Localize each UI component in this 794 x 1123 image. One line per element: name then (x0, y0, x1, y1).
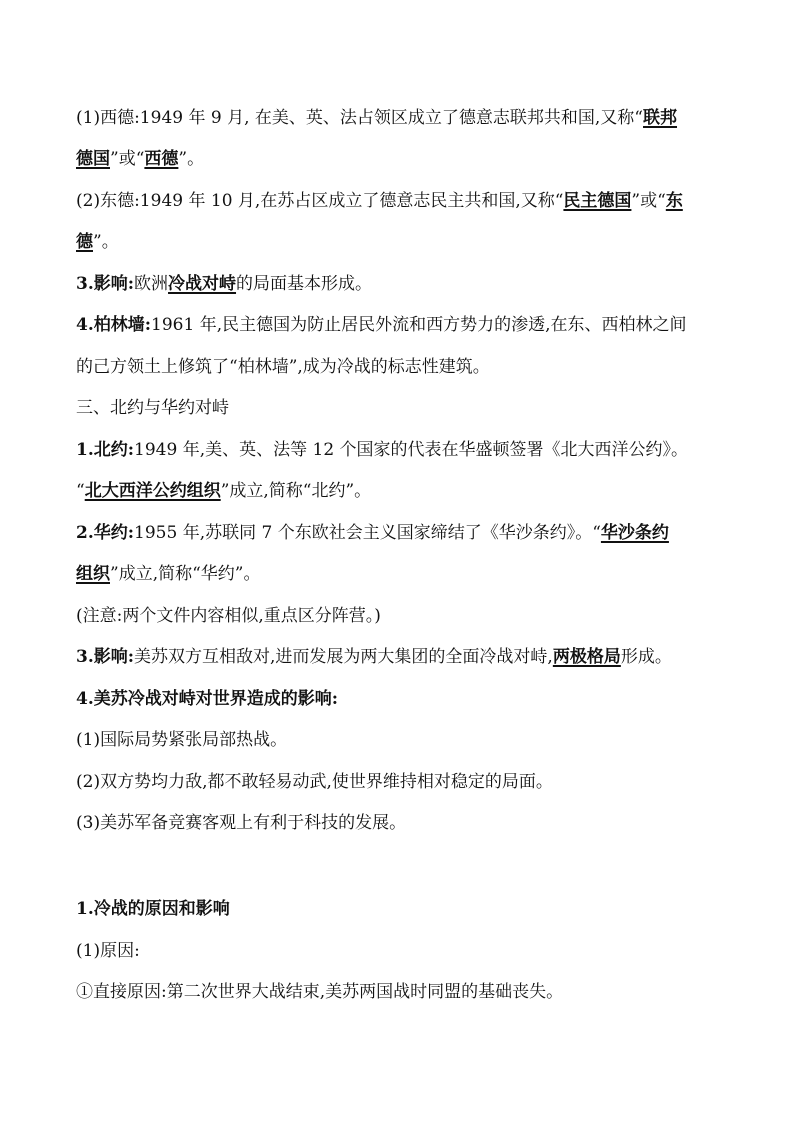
keyword-underlined: 德国 (76, 149, 110, 169)
keyword-underlined: 东 (665, 191, 683, 211)
list-item: (2)双方势均力敌,都不敢轻易动武,使世界维持相对稳定的局面。 (76, 772, 553, 792)
item-label: 2.华约: (76, 523, 135, 543)
text: 的局面基本形成。 (236, 274, 373, 294)
section-heading-nato-warsaw (76, 396, 734, 420)
sub-heading: (1)原因: (76, 941, 140, 961)
text: “ (76, 481, 85, 501)
para-west-germany-line1 (76, 106, 734, 130)
text: 1955 年,苏联同 7 个东欧社会主义国家缔结了《华沙条约》。“ (134, 523, 601, 543)
keyword-underlined: 北大西洋公约组织 (84, 481, 221, 501)
heading-cold-war-effects (76, 687, 734, 711)
keyword-underlined: 组织 (76, 564, 110, 584)
para-east-germany-line1 (76, 189, 734, 213)
text: (2)东德:1949 年 10 月,在苏占区成立了德意志民主共和国,又称“ (76, 191, 564, 211)
item-label: 3.影响: (76, 274, 135, 294)
text: (1)西德:1949 年 9 月, 在美、英、法占领区成立了德意志联邦共和国,又称“ (76, 108, 644, 128)
para-impact-bipolar (76, 645, 734, 669)
para-nato-line2 (76, 479, 734, 503)
heading-cold-war-causes (76, 897, 734, 921)
text: 1961 年,民主德国为防止居民外流和西方势力的渗透,在东、西柏林之间 (151, 315, 687, 335)
keyword-underlined: 华沙条约 (600, 523, 669, 543)
text: 的己方领土上修筑了“柏林墙”,成为冷战的标志性建筑。 (76, 357, 490, 377)
para-nato-line1 (76, 438, 734, 462)
section-heading: 三、北约与华约对峙 (76, 398, 229, 418)
effect-item-2 (76, 770, 734, 794)
text: ”成立,简称“北约”。 (220, 481, 372, 501)
para-east-germany-line2 (76, 230, 734, 254)
note (76, 604, 734, 628)
text: ”或“ (631, 191, 666, 211)
keyword-underlined: 两极格局 (552, 647, 621, 667)
text: 形成。 (620, 647, 672, 667)
keyword-underlined: 冷战对峙 (168, 274, 237, 294)
para-warsaw-line2 (76, 562, 734, 586)
list-item: (1)国际局势紧张局部热战。 (76, 730, 288, 750)
keyword-underlined: 德 (76, 232, 93, 252)
item-label: 4.柏林墙: (76, 315, 152, 335)
keyword-underlined: 西德 (144, 149, 179, 169)
effect-item-1 (76, 728, 734, 752)
text: 美苏双方互相敌对,进而发展为两大集团的全面冷战对峙, (134, 647, 553, 667)
item-label: 1.北约: (76, 440, 135, 460)
subheading-causes (76, 939, 734, 963)
para-impact-europe (76, 272, 734, 296)
item-label: 3.影响: (76, 647, 135, 667)
para-warsaw-line1 (76, 521, 734, 545)
keyword-underlined: 民主德国 (563, 191, 632, 211)
cause-item-1 (76, 980, 734, 1004)
keyword-underlined: 联邦 (643, 108, 678, 128)
list-item: (3)美苏军备竞赛客观上有利于科技的发展。 (76, 813, 407, 833)
para-west-germany-line2 (76, 147, 734, 171)
text: ”。 (93, 232, 119, 252)
effect-item-3 (76, 811, 734, 835)
text: ”成立,简称“华约”。 (110, 564, 261, 584)
item-heading: 4.美苏冷战对峙对世界造成的影响: (76, 689, 339, 709)
para-berlin-wall-line1 (76, 313, 734, 337)
item-heading: 1.冷战的原因和影响 (76, 899, 230, 919)
text: ”。 (178, 149, 205, 169)
para-berlin-wall-line2 (76, 355, 734, 379)
text: ”或“ (110, 149, 145, 169)
text: 1949 年,美、英、法等 12 个国家的代表在华盛顿签署《北大西洋公约》。 (134, 440, 689, 460)
list-item: ①直接原因:第二次世界大战结束,美苏两国战时同盟的基础丧失。 (76, 982, 564, 1002)
text: 欧洲 (134, 274, 169, 294)
note-text: (注意:两个文件内容相似,重点区分阵营。) (76, 606, 381, 626)
